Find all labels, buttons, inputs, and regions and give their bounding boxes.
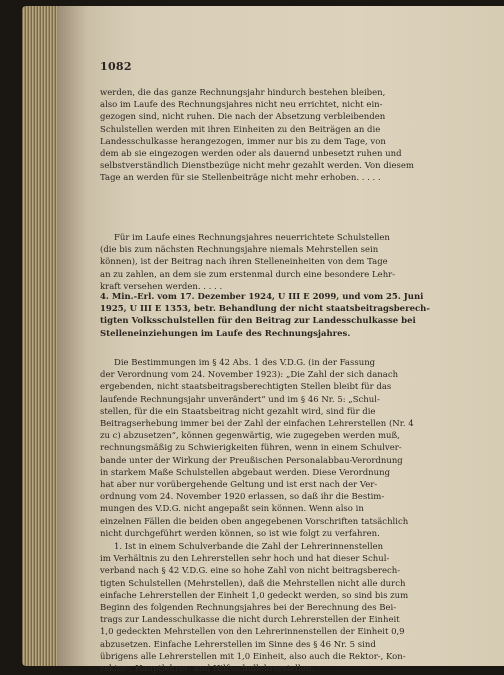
text-line: ordnung vom 24. November 1920 erlassen, so daß ihr die Bestim- (100, 492, 385, 503)
text-line: kraft versehen werden. . . . . (100, 281, 223, 292)
text-line: tigten Schulstellen (Mehrstellen), daß die Mehrstellen nicht alle durch (100, 578, 406, 589)
text-line: können), ist der Beitrag nach ihren Stelleneinheiten von dem Tage (100, 257, 388, 268)
text-line: im Verhältnis zu den Lehrerstellen sehr hoch und hat dieser Schul- (100, 554, 390, 565)
heading-line: 1925, U III E 1353, betr. Behandlung der nicht staatsbeitragsberech- (100, 304, 430, 315)
text-line: 1,0 gedeckten Mehrstellen von den Lehrerinnenstellen der Einheit 0,9 (100, 627, 405, 638)
text-line: werden, die das ganze Rechnungsjahr hindurch bestehen bleiben, (100, 88, 386, 98)
text-line: rechnungsmäßig zu Schwierigkeiten führen, wenn in einem Schulver- (100, 443, 402, 454)
text-line: dem ab sie eingezogen werden oder als dauernd unbesetzt ruhen und (100, 149, 402, 160)
page-stack-edge (22, 6, 62, 666)
paragraph-2 (100, 232, 500, 293)
text-line: ergebenden, nicht staatsbeitragsberechtigten Stellen bleibt für das (100, 382, 392, 393)
text-line: abzusetzen. Einfache Lehrerstellen im Sinne des § 46 Nr. 5 sind (100, 639, 376, 650)
text-line: einfache Lehrerstellen der Einheit 1,0 gedeckt werden, so sind bis zum (100, 590, 409, 601)
heading-line: Stelleneinziehungen im Laufe des Rechnungsjahres. (100, 328, 351, 339)
heading-line: tigten Volksschulstellen für den Beitrag zur Landesschulkasse bei (100, 316, 416, 327)
text-line: an zu zahlen, an dem sie zum erstenmal durch eine besondere Lehr- (100, 269, 396, 280)
text-line: in starkem Maße Schulstellen abgebaut werden. Diese Verordnung (100, 467, 391, 478)
text-line: nicht durchgeführt werden können, so ist wie folgt zu verfahren. (100, 528, 380, 539)
text-line: verband nach § 42 V.D.G. eine so hohe Zahl von nicht beitragsberech- (100, 566, 401, 577)
heading-line: 4. Min.-Erl. vom 17. Dezember 1924, U III E 2099, und vom 25. Juni (100, 292, 424, 302)
text-line: laufende Rechnungsjahr unverändert“ und im § 46 Nr. 5: „Schul- (100, 394, 380, 405)
text-line: zu c) abzusetzen“, können gegenwärtig, wie zugegeben werden muß, (100, 431, 400, 442)
text-line: trags zur Landesschulkasse die nicht durch Lehrerstellen der Einheit (100, 615, 400, 626)
paragraph-1 (100, 87, 500, 185)
section-heading (100, 291, 500, 340)
text-line: Für im Laufe eines Rechnungsjahres neuerrichtete Schulstellen (114, 233, 390, 243)
text-line: also im Laufe des Rechnungsjahres nicht neu errichtet, nicht ein- (100, 100, 383, 111)
text-line: übrigens alle Lehrerstellen mit 1,0 Einheit, also auch die Rektor-, Kon- (100, 651, 406, 662)
text-line: hat aber nur vorübergehende Geltung und ist erst nach der Ver- (100, 480, 378, 491)
text-line: bande unter der Wirkung der Preußischen Personalabbau-Verordnung (100, 455, 403, 466)
text-line: 1. Ist in einem Schulverbande die Zahl der Lehrerinnenstellen (114, 542, 384, 552)
text-line: Landesschulkasse herangezogen, immer nur bis zu dem Tage, von (100, 136, 386, 147)
text-line: rektor-, Hauptlehrer- und Hilfsschullehrerstellen. (100, 664, 314, 675)
text-line: selbstverständlich Dienstbezüge nicht mehr gezahlt werden. Von diesem (100, 161, 414, 172)
page-number: 1082 (100, 60, 132, 73)
paragraph-4 (100, 541, 500, 675)
text-line: (die bis zum nächsten Rechnungsjahre niemals Mehrstellen sein (100, 245, 379, 256)
text-line: Beginn des folgenden Rechnungsjahres bei der Berechnung des Bei- (100, 603, 397, 614)
text-line: einzelnen Fällen die beiden oben angegebenen Vorschriften tatsächlich (100, 516, 409, 527)
paragraph-3 (100, 357, 500, 540)
text-line: gezogen sind, nicht ruhen. Die nach der Absetzung verbleibenden (100, 112, 386, 123)
text-line: der Verordnung vom 24. November 1923): „Die Zahl der sich danach (100, 370, 399, 381)
text-line: Schulstellen werden mit ihren Einheiten zu den Beiträgen an die (100, 124, 381, 135)
text-line: mungen des V.D.G. nicht angepaßt sein können. Wenn also in (100, 504, 364, 515)
text-line: Beitragserhebung immer bei der Zahl der einfachen Lehrerstellen (Nr. 4 (100, 419, 414, 430)
text-line: stellen, für die ein Staatsbeitrag nicht gezahlt wird, sind für die (100, 406, 376, 417)
text-line: Tage an werden für sie Stellenbeiträge nicht mehr erhoben. . . . . (100, 173, 381, 184)
text-line: Die Bestimmungen im § 42 Abs. 1 des V.D.G. (in der Fassung (114, 358, 376, 368)
